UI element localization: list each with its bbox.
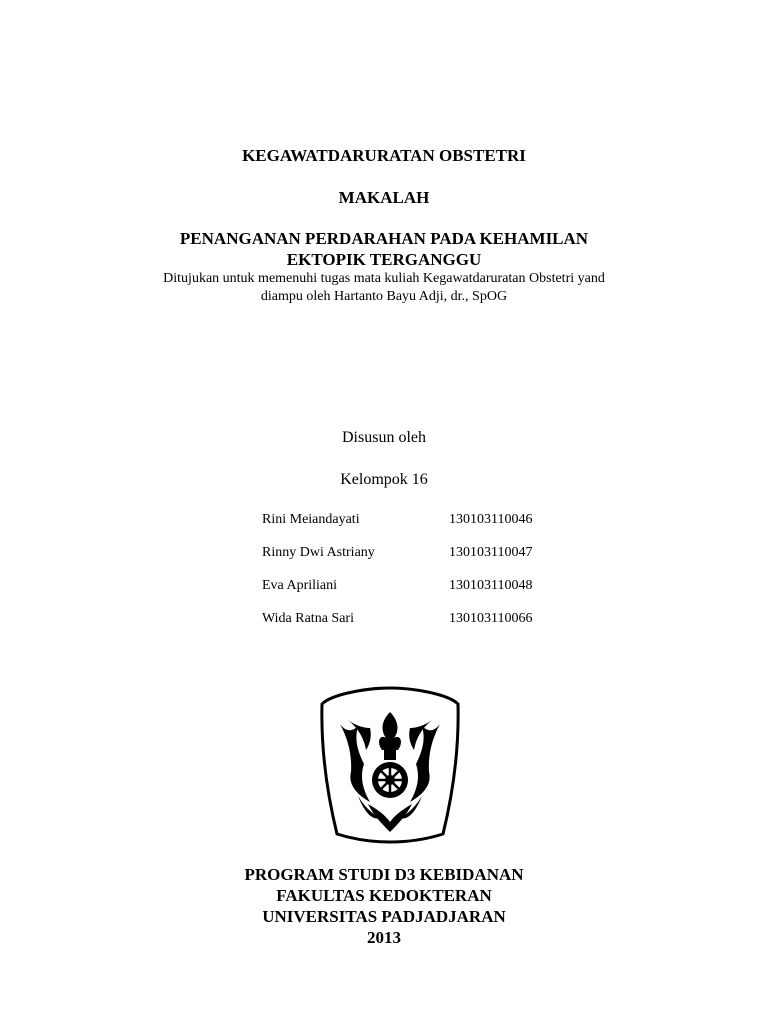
group-label: Kelompok 16 (340, 471, 428, 488)
paper-title-line-2: EKTOPIK TERGANGGU (286, 250, 482, 269)
member-name: Eva Apriliani (262, 578, 338, 593)
subtitle-line-2: diampu oleh Hartanto Bayu Adji, dr., SpOG (260, 289, 508, 304)
member-name: Rinny Dwi Astriany (262, 545, 375, 560)
study-program: PROGRAM STUDI D3 KEBIDANAN (244, 865, 524, 884)
faculty-name: FAKULTAS KEDOKTERAN (276, 886, 492, 905)
member-id: 130103110048 (449, 578, 533, 593)
member-row (262, 545, 582, 578)
subtitle-line-1: Ditujukan untuk memenuhi tugas mata kuliah Kegawatdaruratan Obstetri yand (163, 271, 605, 286)
member-id: 130103110046 (449, 512, 533, 527)
member-name: Wida Ratna Sari (262, 611, 354, 626)
member-id: 130103110047 (449, 545, 533, 560)
year: 2013 (367, 928, 401, 947)
university-emblem-icon (318, 684, 462, 844)
member-row (262, 512, 582, 545)
university-name: UNIVERSITAS PADJADJARAN (262, 907, 506, 926)
member-id: 130103110066 (449, 611, 533, 626)
course-title: KEGAWATDARURATAN OBSTETRI (242, 146, 526, 165)
document-type: MAKALAH (338, 188, 430, 207)
member-name: Rini Meiandayati (262, 512, 360, 527)
member-list (262, 512, 582, 644)
member-row (262, 578, 582, 611)
compiled-by-label: Disusun oleh (342, 429, 426, 446)
paper-title-line-1: PENANGANAN PERDARAHAN PADA KEHAMILAN (179, 229, 589, 248)
member-row (262, 611, 582, 644)
